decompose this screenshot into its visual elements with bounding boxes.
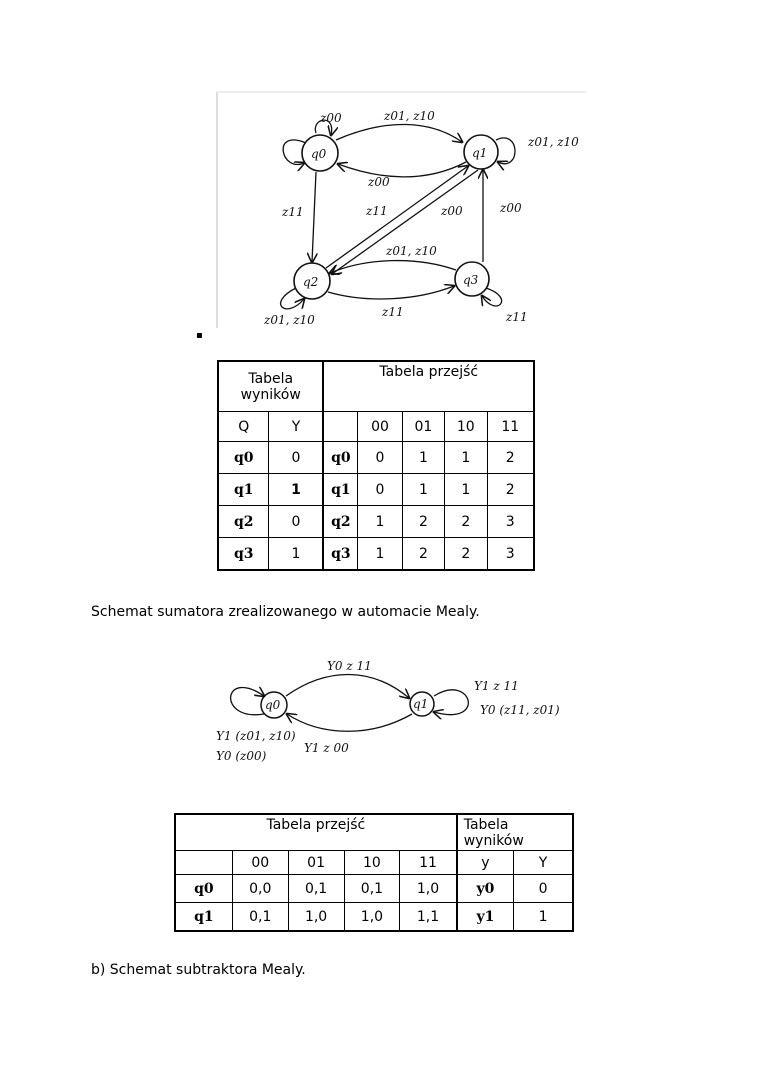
moore-table [218, 361, 534, 570]
row-state: q1 [219, 474, 269, 506]
cell: 2 [445, 506, 487, 538]
col-y: Y [514, 851, 573, 875]
col-blank [323, 412, 357, 442]
cell: 2 [402, 538, 444, 570]
moore-state-diagram [216, 88, 591, 333]
row-output-state: y1 [457, 903, 514, 931]
label-q2-q1-b: z00 [441, 204, 463, 218]
state-q2-label: q2 [303, 275, 319, 289]
cell: 2 [487, 442, 534, 474]
cell: 0 [358, 474, 402, 506]
row-state-2: q2 [323, 506, 357, 538]
label-q2-q1-a: z11 [366, 204, 388, 218]
label-q0-self-a: Y1 (z01, z10) [216, 729, 296, 743]
row-state: q1 [176, 903, 233, 931]
col-input-00: 00 [358, 412, 402, 442]
label-q0-q1: z01, z10 [384, 109, 435, 123]
state-q3-label: q3 [463, 273, 479, 287]
label-q0-q2: z11 [282, 205, 304, 219]
cell: 0 [358, 442, 402, 474]
label-q3-self: z11 [506, 310, 528, 324]
edge-q1-q0 [338, 162, 466, 177]
cell: 1 [445, 474, 487, 506]
state-q0-label: q0 [311, 147, 327, 161]
cell: 1 [358, 506, 402, 538]
label-q1-q0: z00 [368, 175, 390, 189]
col-y: Y [269, 412, 324, 442]
header-transitions: Tabela przejść [176, 815, 457, 851]
row-output: 1 [514, 903, 573, 931]
col-input-11: 11 [400, 851, 457, 875]
label-q0-self-b: Y0 (z00) [216, 749, 267, 763]
state-q1-label: q1 [413, 697, 429, 711]
table-row [219, 538, 534, 570]
cell: 0,1 [288, 875, 344, 903]
cell: 1 [358, 538, 402, 570]
bullet: ▪ [196, 330, 203, 341]
mealy-state-diagram [212, 652, 572, 770]
table-row [219, 506, 534, 538]
label-q0-self: z00 [320, 111, 342, 125]
state-q0 [261, 692, 287, 718]
state-q2 [294, 263, 330, 299]
edge-q2-self [281, 288, 304, 309]
header-transitions: Tabela przejść [323, 362, 533, 412]
edge-q2-q1-b [332, 170, 478, 274]
label-q1-q0: Y1 z 00 [304, 741, 349, 755]
col-y-small: y [457, 851, 514, 875]
col-input-00: 00 [232, 851, 288, 875]
label-q2-self: z01, z10 [264, 313, 315, 327]
edge-q1-self [434, 690, 468, 715]
cell: 1 [402, 474, 444, 506]
edge-q2-q3 [328, 286, 454, 299]
cell: 1,0 [400, 875, 457, 903]
state-q1 [464, 135, 498, 169]
state-q1-label: q1 [472, 146, 488, 160]
col-input-11: 11 [487, 412, 534, 442]
edge-q1-self [496, 138, 515, 164]
state-q1 [410, 692, 434, 716]
row-state-2: q0 [323, 442, 357, 474]
label-q1-self: z01, z10 [528, 135, 579, 149]
table-row [176, 875, 573, 903]
row-output: 0 [269, 442, 324, 474]
col-input-10: 10 [445, 412, 487, 442]
label-q3-q1: z00 [500, 201, 522, 215]
row-output: 0 [514, 875, 573, 903]
header-outputs: Tabela wyników [219, 362, 324, 412]
edge-q0-q2 [312, 172, 316, 262]
col-input-10: 10 [344, 851, 400, 875]
row-state: q0 [176, 875, 233, 903]
row-state: q0 [219, 442, 269, 474]
cell: 2 [445, 538, 487, 570]
label-q1-self-a: Y1 z 11 [474, 679, 519, 693]
cell: 1,0 [288, 903, 344, 931]
edge-q0-q1 [286, 674, 409, 698]
col-input-01: 01 [288, 851, 344, 875]
caption-subtractor: b) Schemat subtraktora Mealy. [91, 962, 306, 978]
edge-q1-q0 [287, 714, 412, 731]
row-output-state: y0 [457, 875, 514, 903]
row-state-2: q3 [323, 538, 357, 570]
cell: 3 [487, 538, 534, 570]
row-output: 0 [269, 506, 324, 538]
header-outputs: Tabela wyników [457, 815, 573, 851]
cell: 3 [487, 506, 534, 538]
caption-mealy: Schemat sumatora zrealizowanego w automacie Mealy. [91, 604, 480, 620]
row-state-2: q1 [323, 474, 357, 506]
label-q3-q2: z01, z10 [386, 244, 437, 258]
state-q0 [302, 135, 338, 171]
cell: 1,0 [344, 903, 400, 931]
state-q0-label: q0 [265, 698, 281, 712]
label-q1-self-b: Y0 (z11, z01) [480, 703, 560, 717]
col-q: Q [219, 412, 269, 442]
label-q0-q1: Y0 z 11 [327, 659, 372, 673]
cell: 1,1 [400, 903, 457, 931]
cell: 1 [445, 442, 487, 474]
state-q3 [455, 262, 489, 296]
table-row [176, 903, 573, 931]
table-row [219, 442, 534, 474]
edge-q0-self [231, 687, 264, 714]
edge-q0-q1 [336, 124, 462, 142]
table-row [219, 474, 534, 506]
row-state: q2 [219, 506, 269, 538]
row-output: 1 [269, 538, 324, 570]
row-output: 1 [269, 474, 324, 506]
label-q2-q3: z11 [382, 305, 404, 319]
col-blank [176, 851, 233, 875]
cell: 0,1 [344, 875, 400, 903]
cell: 0,0 [232, 875, 288, 903]
row-state: q3 [219, 538, 269, 570]
cell: 0,1 [232, 903, 288, 931]
cell: 1 [402, 442, 444, 474]
mealy-table [175, 814, 573, 931]
cell: 2 [487, 474, 534, 506]
col-input-01: 01 [402, 412, 444, 442]
cell: 2 [402, 506, 444, 538]
